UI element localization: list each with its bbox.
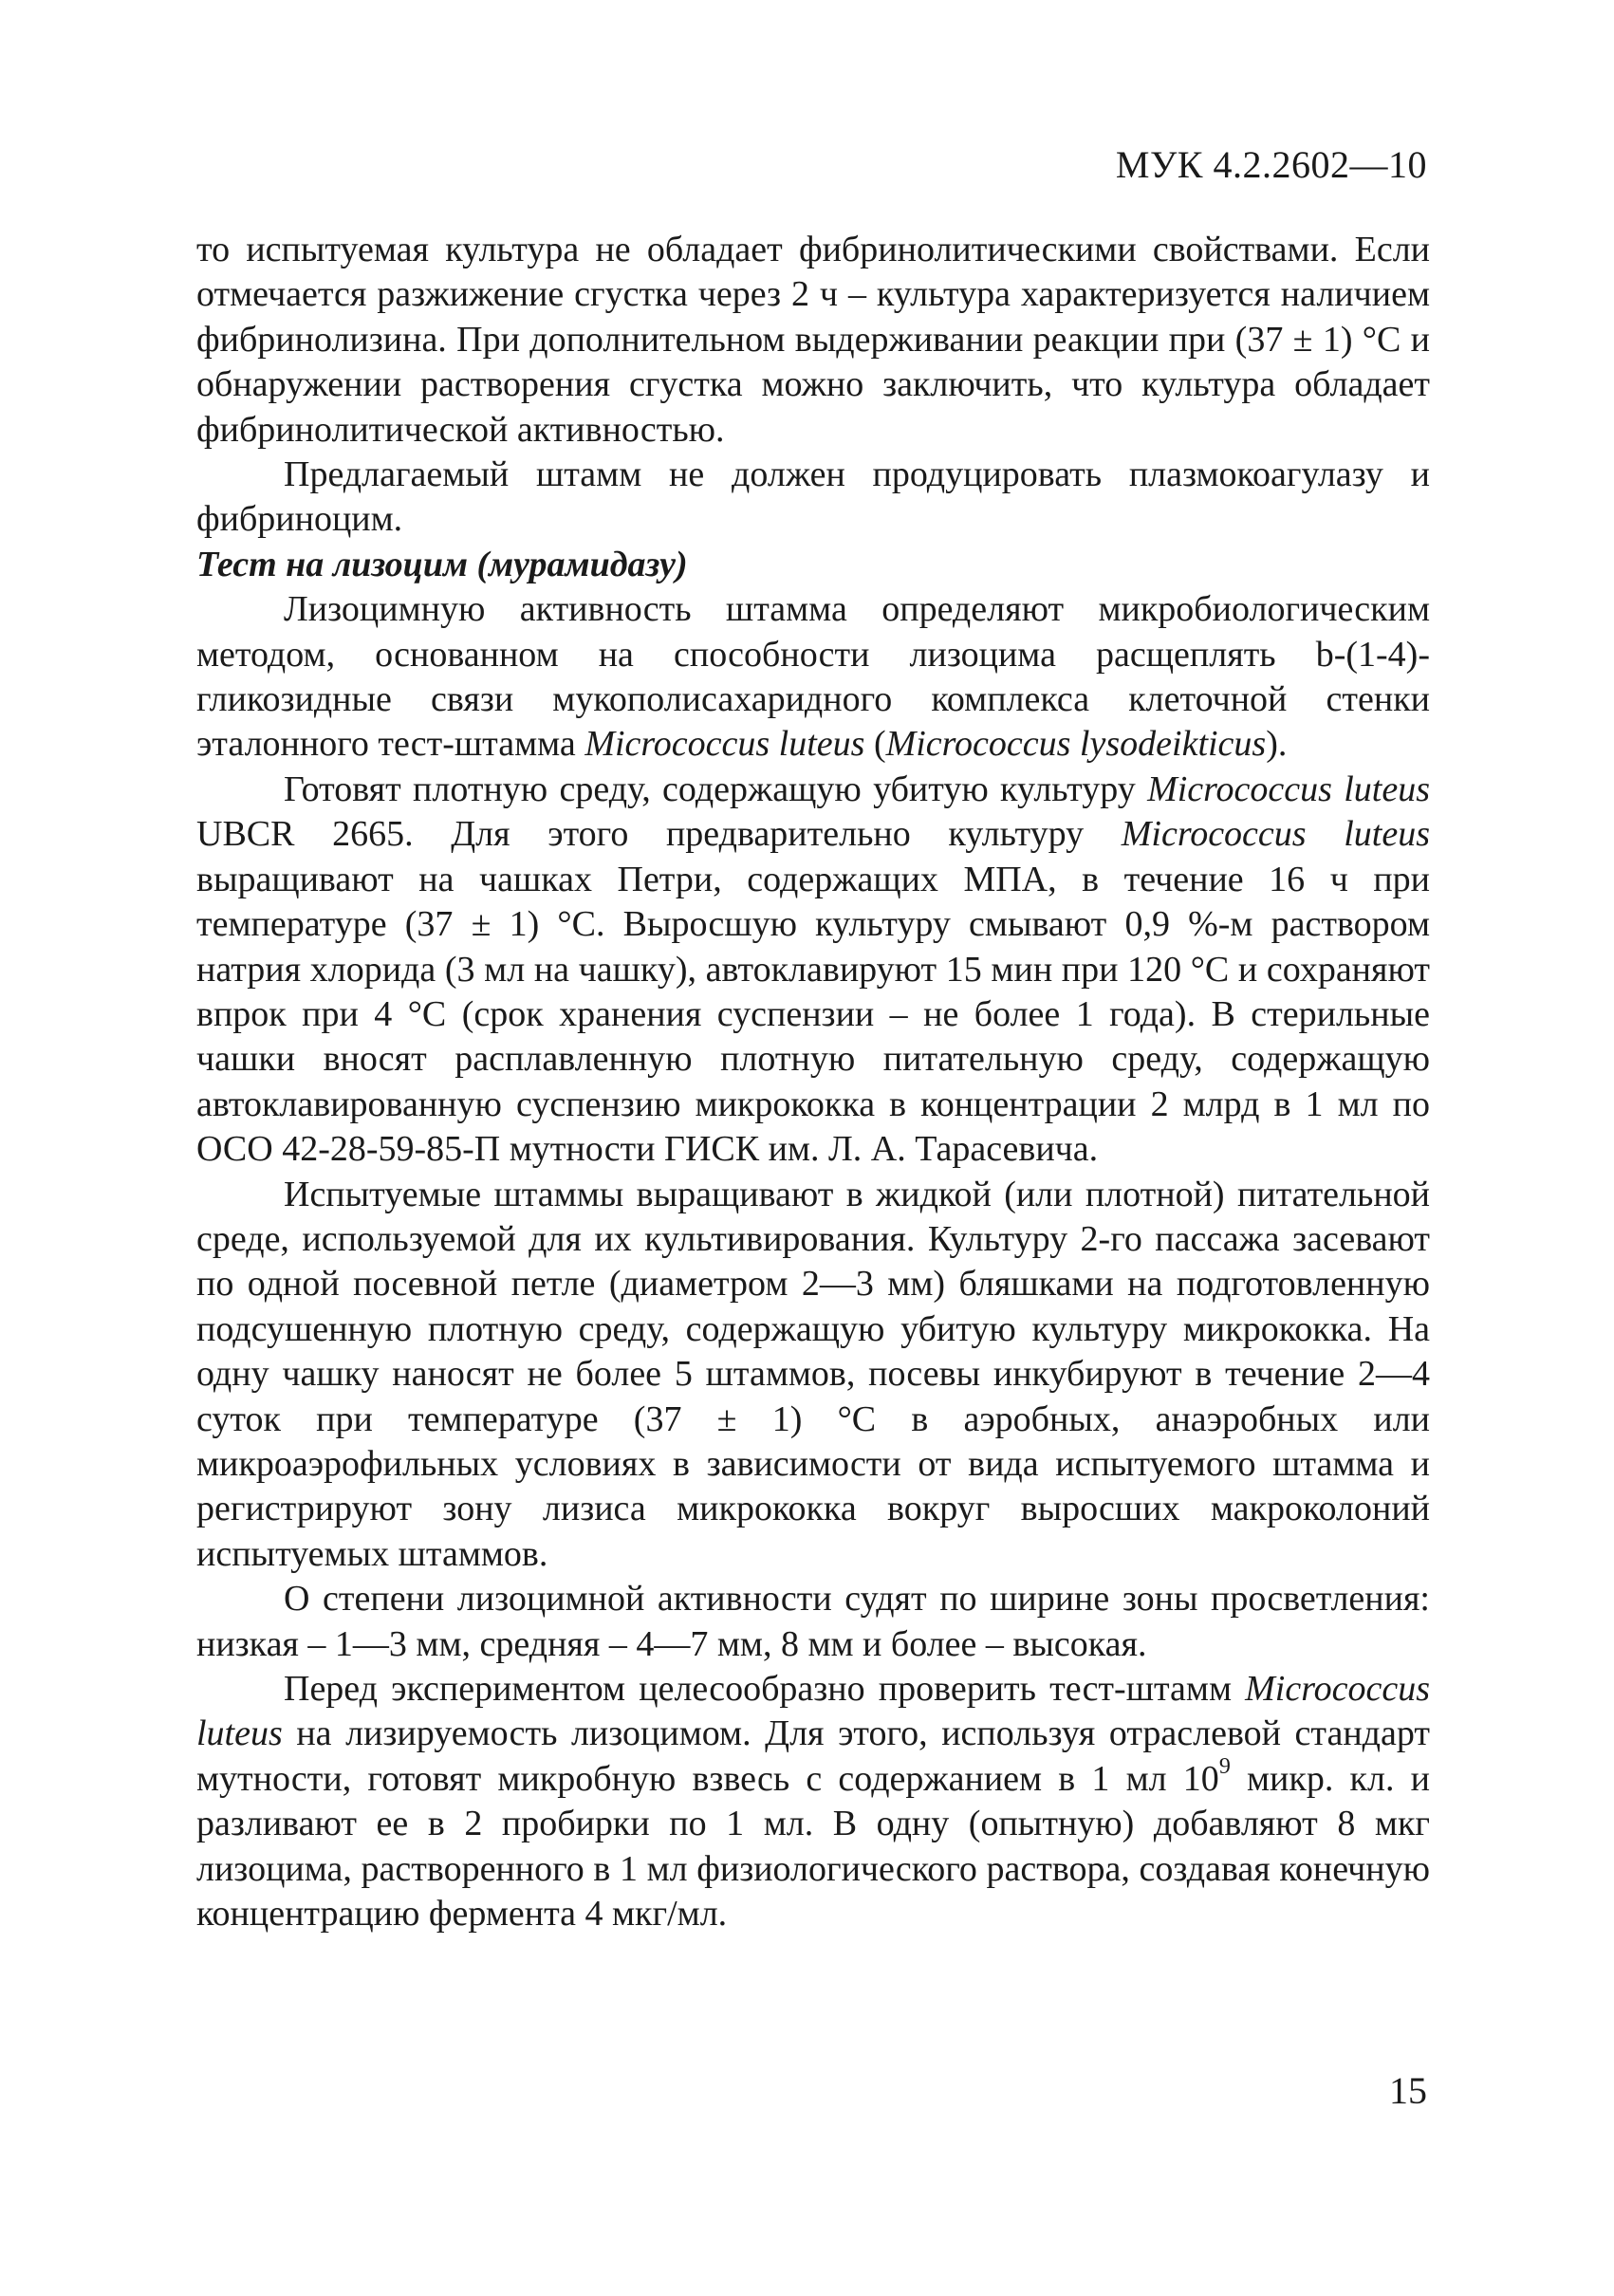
paragraph-3: Лизоцимную активность штамма определяют микробиологическим методом, основанном на способности лизоцима расщеплять b-(1-4)-гликозидные связи мукополисахаридного комплекса клеточной стенки эталонного тест-штамма Micrococcus luteus (Micrococcus lysodeikticus). [196, 589, 1430, 765]
paragraph-4: Готовят плотную среду, содержащую убитую культуру Micrococcus luteus UBCR 2665. Для этого предварительно культуру Micrococcus luteus выращивают на чашках Петри, содержащих МПА, в течение 16 ч при температуре (37 ± 1) °С. Выросшую культуру смывают 0,9 %-м раствором натрия хлорида (3 мл на чашку), автоклавируют 15 мин при 120 °С и сохраняют впрок при 4 °С (срок хранения суспензии – не более 1 года). В стерильные чашки вносят расплавленную плотную питательную среду, содержащую автоклавированную суспензию микрококка в концентрации 2 млрд в 1 мл по ОСО 42-28-59-85-П мутности ГИСК им. Л. А. Тарасевича. [196, 768, 1430, 1170]
paragraph-1: то испытуемая культура не обладает фибринолитическими свойствами. Если отмечается разжижение сгустка через 2 ч – культура характеризуется наличием фибринолизина. При дополнительном выдерживании реакции при (37 ± 1) °С и обнаружении растворения сгустка можно заключить, что культура обладает фибринолитической активностью. [196, 230, 1430, 450]
paragraph-7: Перед экспериментом целесообразно проверить тест-штамм Micrococcus luteus на лизируемость лизоцимом. Для этого, используя отраслевой стандарт мутности, готовят микробную взвесь с содержанием в 1 мл $10^9$ микр. кл. и разливают ее в 2 пробирки по 1 мл. В одну (опытную) добавляют 8 мкг лизоцима, растворенного в 1 мл физиологического раствора, создавая конечную концентрацию фермента 4 мкг/мл. [196, 1669, 1430, 1935]
body-text [196, 228, 1430, 1936]
paragraph-2: Предлагаемый штамм не должен продуцировать плазмокоагулазу и фибриноцим. [196, 454, 1430, 540]
paragraph-5: Испытуемые штаммы выращивают в жидкой (или плотной) питательной среде, используемой для их культивирования. Культуру 2-го пассажа засевают по одной посевной петле (диаметром 2—3 мм) бляшками на подготовленную подсушенную плотную среду, содержащую убитую культуру микрококка. На одну чашку наносят не более 5 штаммов, посевы инкубируют в течение 2—4 суток при температуре (37 ± 1) °С в аэробных, анаэробных или микроаэрофильных условиях в зависимости от вида испытуемого штамма и регистрируют зону лизиса микрококка вокруг выросших макроколоний испытуемых штаммов. [196, 1174, 1430, 1574]
paragraph-6: О степени лизоцимной активности судят по ширине зоны просветления: низкая – 1—3 мм, средняя – 4—7 мм, 8 мм и более – высокая. [196, 1579, 1430, 1664]
document-code: МУК 4.2.2602—10 [1115, 143, 1427, 186]
page-number: 15 [1389, 2069, 1427, 2112]
section-heading: Тест на лизоцим (мурамидазу) [196, 544, 688, 584]
